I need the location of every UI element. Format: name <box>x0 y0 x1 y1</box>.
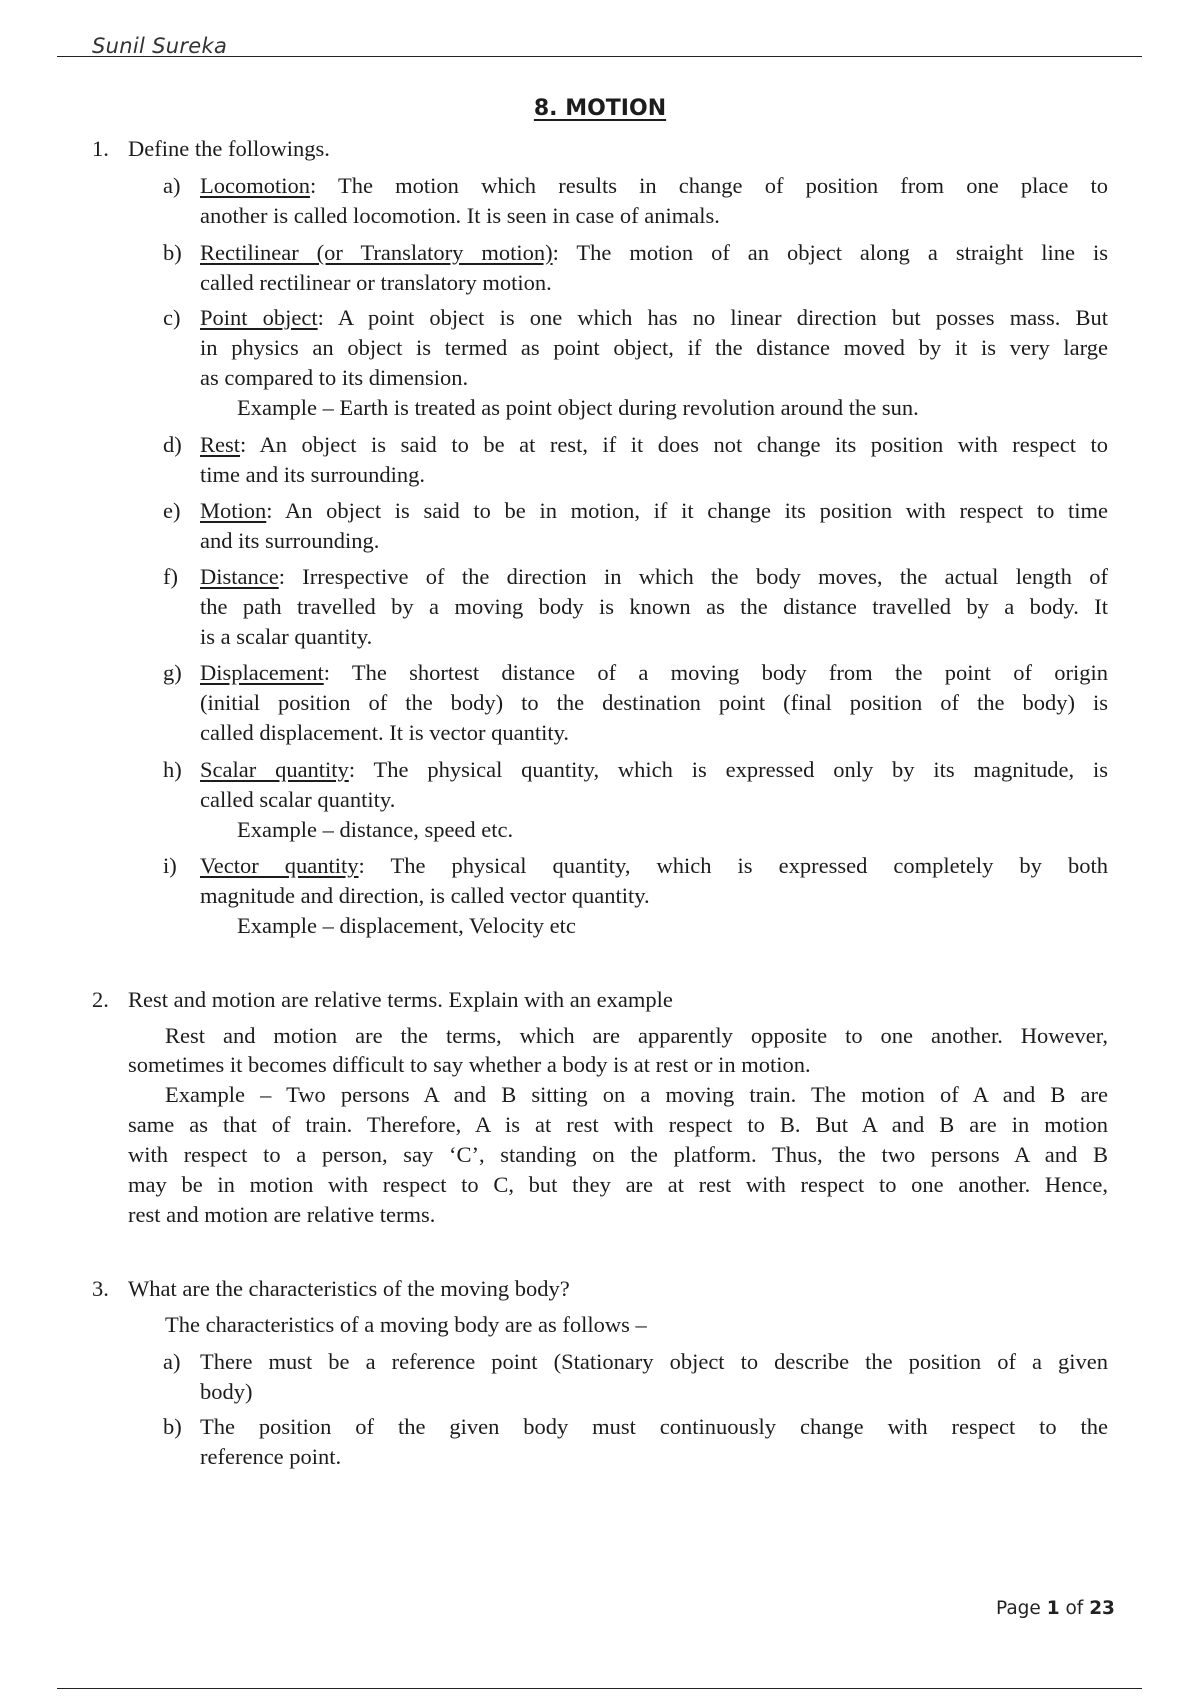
q1h-term: Scalar quantity <box>200 757 349 782</box>
q3-intro: The characteristics of a moving body are as follows – <box>165 1312 647 1337</box>
q1f-line1: Distance: Irrespective of the direction in which the body moves, the actual length of <box>200 564 1108 589</box>
q1d-label: d) <box>163 432 182 457</box>
q1h-line2: called scalar quantity. <box>200 787 396 812</box>
q1i-term: Vector quantity <box>200 853 359 878</box>
q2-text: Rest and motion are relative terms. Explain with an example <box>128 987 673 1012</box>
q1e-l1: An object is said to be in motion, if it change its position with respect to time <box>284 498 1108 523</box>
q1f-line2: the path travelled by a moving body is known as the distance travelled by a body. It <box>200 594 1108 619</box>
q2-p1-line1: Rest and motion are the terms, which are apparently opposite to one another. However, <box>165 1023 1108 1048</box>
page-word: Page <box>996 1598 1041 1619</box>
q1h-label: h) <box>163 757 182 782</box>
q1a-l1: The motion which results in change of position from one place to <box>338 173 1108 198</box>
q1i-example: Example – displacement, Velocity etc <box>237 913 576 938</box>
q1f-label: f) <box>163 564 178 589</box>
page-of: of <box>1065 1598 1084 1619</box>
page-title <box>0 96 1200 121</box>
q1b-term: Rectilinear (or Translatory motion) <box>200 240 553 265</box>
q1c-example: Example – Earth is treated as point object during revolution around the sun. <box>237 395 919 420</box>
q1d-term: Rest <box>200 432 241 457</box>
q1c-line3: as compared to its dimension. <box>200 365 469 390</box>
q1b-l1: The motion of an object along a straight line is <box>576 240 1108 265</box>
q1f-line3: is a scalar quantity. <box>200 624 373 649</box>
q2-p1-line2: sometimes it becomes difficult to say whether a body is at rest or in motion. <box>128 1052 811 1077</box>
q1g-line2: (initial position of the body) to the destination point (final position of the body) is <box>200 690 1108 715</box>
q1i-line2: magnitude and direction, is called vector quantity. <box>200 883 650 908</box>
q3b-line1: The position of the given body must continuously change with respect to the <box>200 1414 1108 1439</box>
q1d-line1: Rest: An object is said to be at rest, if it does not change its position with respect to <box>200 432 1108 457</box>
q1h-line1: Scalar quantity: The physical quantity, which is expressed only by its magnitude, is <box>200 757 1108 782</box>
page-number <box>996 1598 1115 1619</box>
q1a-label: a) <box>163 173 181 198</box>
q1c-l1: A point object is one which has no linear direction but posses mass. But <box>337 305 1108 330</box>
q2-p2-line2: same as that of train. Therefore, A is at rest with respect to B. But A and B are in motion <box>128 1112 1108 1137</box>
q1a-line1: Locomotion: The motion which results in change of position from one place to <box>200 173 1108 198</box>
q2-number: 2. <box>92 987 109 1012</box>
q1a-term: Locomotion <box>200 173 310 198</box>
page-title-text: 8. MOTION <box>533 96 667 121</box>
q1d-line2: time and its surrounding. <box>200 462 425 487</box>
q1g-line3: called displacement. It is vector quantity. <box>200 720 570 745</box>
q1g-line1: Displacement: The shortest distance of a moving body from the point of origin <box>200 660 1108 685</box>
q1-text: Define the followings. <box>128 136 330 161</box>
q1-number: 1. <box>92 136 109 161</box>
q1h-example: Example – distance, speed etc. <box>237 817 514 842</box>
q1b-label: b) <box>163 240 182 265</box>
q1e-label: e) <box>163 498 181 523</box>
q1e-line2: and its surrounding. <box>200 528 380 553</box>
page-current: 1 <box>1046 1598 1060 1619</box>
q1c-label: c) <box>163 305 181 330</box>
footer-rule <box>57 1688 1142 1689</box>
q3a-line2: body) <box>200 1379 253 1404</box>
q1c-term: Point object <box>200 305 318 330</box>
q1e-line1: Motion: An object is said to be in motion, if it change its position with respect to time <box>200 498 1108 523</box>
q1i-label: i) <box>163 853 177 878</box>
q3b-label: b) <box>163 1414 182 1439</box>
q1e-term: Motion <box>200 498 267 523</box>
q1d-l1: An object is said to be at rest, if it does not change its position with respect to <box>259 432 1108 457</box>
q2-p2-line1: Example – Two persons A and B sitting on a moving train. The motion of A and B are <box>165 1082 1108 1107</box>
q1c-line1: Point object: A point object is one which has no linear direction but posses mass. But <box>200 305 1108 330</box>
author-header: Sunil Sureka <box>92 34 228 58</box>
page-total: 23 <box>1089 1598 1115 1619</box>
q3-number: 3. <box>92 1276 109 1301</box>
q1h-l1: The physical quantity, which is expressed only by its magnitude, is <box>373 757 1108 782</box>
q3b-line2: reference point. <box>200 1444 342 1469</box>
q3a-label: a) <box>163 1349 181 1374</box>
q1a-line2: another is called locomotion. It is seen in case of animals. <box>200 203 720 228</box>
q1i-l1: The physical quantity, which is expressed completely by both <box>390 853 1108 878</box>
header-rule <box>57 56 1142 57</box>
q1b-line2: called rectilinear or translatory motion. <box>200 270 552 295</box>
q2-p2-line3: with respect to a person, say ‘C’, standing on the platform. Thus, the two persons A and B <box>128 1142 1108 1167</box>
q1i-line1: Vector quantity: The physical quantity, which is expressed completely by both <box>200 853 1108 878</box>
q1g-label: g) <box>163 660 182 685</box>
q1g-l1: The shortest distance of a moving body from the point of origin <box>351 660 1108 685</box>
q2-p2-line5: rest and motion are relative terms. <box>128 1202 436 1227</box>
q1f-term: Distance <box>200 564 279 589</box>
q1f-l1: Irrespective of the direction in which the body moves, the actual length of <box>302 564 1108 589</box>
q1b-line1: Rectilinear (or Translatory motion): The motion of an object along a straight line is <box>200 240 1108 265</box>
q2-p2-line4: may be in motion with respect to C, but they are at rest with respect to one another. Hence, <box>128 1172 1108 1197</box>
q1g-term: Displacement <box>200 660 324 685</box>
q3-text: What are the characteristics of the moving body? <box>128 1276 570 1301</box>
q1c-line2: in physics an object is termed as point object, if the distance moved by it is very large <box>200 335 1108 360</box>
q3a-line1: There must be a reference point (Stationary object to describe the position of a given <box>200 1349 1108 1374</box>
